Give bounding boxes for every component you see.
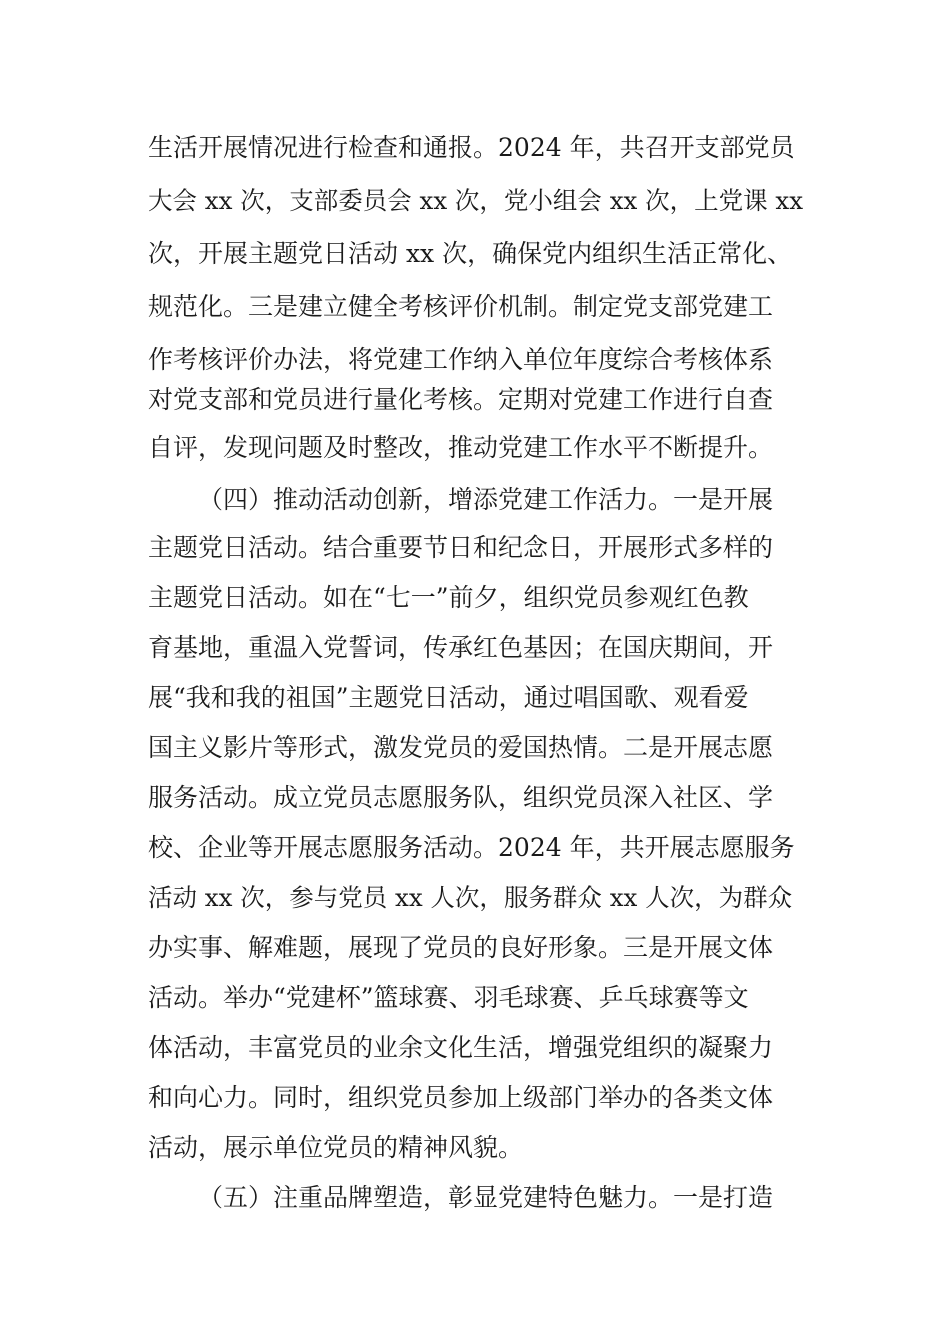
text-line: [0, 528, 950, 568]
text-line-content: 展“我和我的祖国”主题党日活动，通过唱国歌、观看爱: [148, 683, 749, 712]
text-line-content: 校、企业等开展志愿服务活动。2024 年，共开展志愿服务: [148, 833, 795, 862]
text-line-content: 作考核评价办法，将党建工作纳入单位年度综合考核体系: [148, 345, 774, 374]
text-line-content: 大会 xx 次，支部委员会 xx 次，党小组会 xx 次，上党课 xx: [148, 186, 804, 215]
text-line: [0, 828, 950, 868]
text-line-content: 国主义影片等形式，激发党员的爱国热情。二是开展志愿: [148, 733, 774, 762]
text-line-content: 活动，展示单位党员的精神风貌。: [148, 1133, 524, 1162]
text-line: [0, 287, 950, 327]
text-line-content: 体活动，丰富党员的业余文化生活，增强党组织的凝聚力: [148, 1033, 774, 1062]
text-line: [0, 778, 950, 818]
text-line: [0, 1078, 950, 1118]
text-line-content: 办实事、解难题，展现了党员的良好形象。三是开展文体: [148, 933, 774, 962]
text-line-content: 对党支部和党员进行量化考核。定期对党建工作进行自查: [148, 385, 774, 414]
text-line-content: 自评，发现问题及时整改，推动党建工作水平不断提升。: [148, 433, 774, 462]
text-line: [0, 181, 950, 221]
text-line: [0, 1028, 950, 1068]
text-line: [0, 234, 950, 274]
text-line-content: 和向心力。同时，组织党员参加上级部门举办的各类文体: [148, 1083, 774, 1112]
text-line-content: 规范化。三是建立健全考核评价机制。制定党支部党建工: [148, 292, 774, 321]
text-line-content: 主题党日活动。结合重要节日和纪念日，开展形式多样的: [148, 533, 774, 562]
text-line-content: 活动。举办“党建杯”篮球赛、羽毛球赛、乒乓球赛等文: [148, 983, 749, 1012]
text-line: [0, 428, 950, 468]
text-line: [0, 928, 950, 968]
text-line-content: 活动 xx 次，参与党员 xx 人次，服务群众 xx 人次，为群众: [148, 883, 793, 912]
text-line: [0, 380, 950, 420]
text-line: [0, 628, 950, 668]
text-line: [0, 128, 950, 168]
text-line: [0, 978, 950, 1018]
text-line-content: 服务活动。成立党员志愿服务队，组织党员深入社区、学: [148, 783, 774, 812]
text-line-content: 育基地，重温入党誓词，传承红色基因；在国庆期间，开: [148, 633, 774, 662]
text-line: [0, 728, 950, 768]
text-line: [0, 1128, 950, 1168]
text-line-content: 次，开展主题党日活动 xx 次，确保党内组织生活正常化、: [148, 239, 793, 268]
text-line: [0, 340, 950, 380]
paragraph-heading-line: [0, 1178, 950, 1218]
text-line: [0, 878, 950, 918]
text-line-content: 主题党日活动。如在“七一”前夕，组织党员参观红色教: [148, 583, 749, 612]
section-heading-four: （四）推动活动创新，增添党建工作活力。一是开展: [198, 485, 774, 514]
text-line: [0, 678, 950, 718]
text-line: [0, 578, 950, 618]
section-heading-five: （五）注重品牌塑造，彰显党建特色魅力。一是打造: [198, 1183, 774, 1212]
paragraph-heading-line: [0, 480, 950, 520]
text-line-content: 生活开展情况进行检查和通报。2024 年，共召开支部党员: [148, 133, 795, 162]
